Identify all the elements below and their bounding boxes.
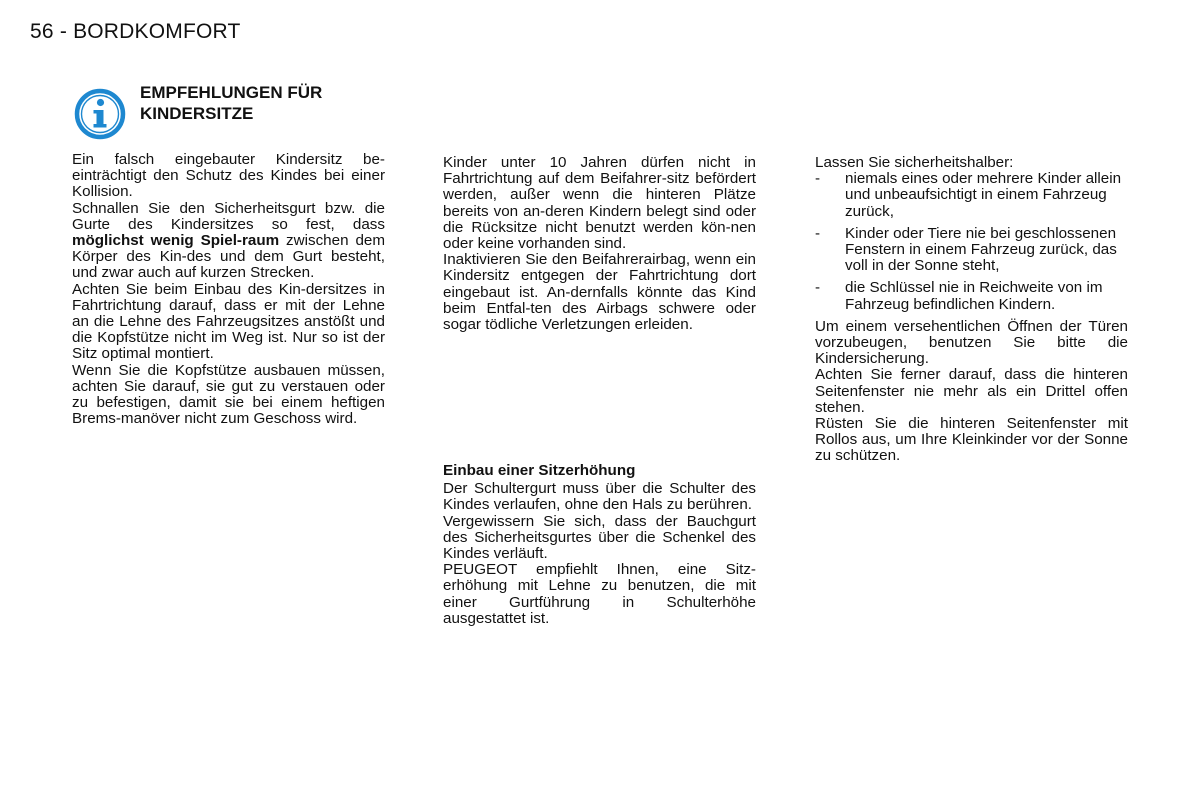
paragraph <box>72 201 385 282</box>
paragraph: Inaktivieren Sie den Beifahrerairbag, wenn ein Kindersitz entgegen der Fahrtrichtung dort eingebaut ist. An-dernfalls könnte das Kind beim Entfal-ten des Airbags schwere oder sogar tödliche Verletzungen erleiden. <box>443 251 756 334</box>
list-item-text: niemals eines oder mehrere Kinder allein und unbeaufsichtigt in einem Fahrzeug zurück, <box>845 170 1122 220</box>
dash-marker: - <box>815 224 821 242</box>
column-1 <box>72 152 385 427</box>
header-separator: - <box>59 20 68 43</box>
list-item <box>815 226 1128 275</box>
subheading: Einbau einer Sitzerhöhung <box>443 462 636 479</box>
list-item <box>815 171 1128 220</box>
paragraph: PEUGEOT empfiehlt Ihnen, eine Sitz-erhöhung mit Lehne zu benutzen, die mit einer Gurtführung in Schulterhöhe ausgestattet ist. <box>443 561 756 627</box>
list-item-text: Kinder oder Tiere nie bei geschlossenen Fenstern in einem Fahrzeug zurück, das voll in der Sonne steht, <box>845 224 1117 275</box>
column-2 <box>443 155 756 333</box>
section-title-line2: KINDERSITZE <box>140 104 254 123</box>
emphasis-text: möglichst wenig Spiel-raum <box>72 232 280 250</box>
paragraph: Achten Sie ferner darauf, dass die hinteren Seitenfenster nie mehr als ein Drittel offen stehen. <box>815 366 1128 416</box>
page-number: 56 <box>30 20 54 43</box>
dash-marker: - <box>815 170 821 188</box>
dash-marker: - <box>815 279 821 297</box>
paragraph: Achten Sie beim Einbau des Kin-dersitzes in Fahrtrichtung darauf, dass er mit der Lehne an die Lehne des Fahrzeugsitzes anstößt und die Kopfstütze nicht im Weg ist. Nur so ist der Sitz optimal montiert. <box>72 280 385 363</box>
paragraph: Rüsten Sie die hinteren Seitenfenster mit Rollos aus, um Ihre Kleinkinder vor der Sonne zu schützen. <box>815 415 1128 465</box>
paragraph: Ein falsch eingebauter Kindersitz be-einträchtigt den Schutz des Kindes bei einer Kollision. <box>72 151 385 201</box>
paragraph: Um einem versehentlichen Öffnen der Türen vorzubeugen, benutzen Sie bitte die Kindersicherung. <box>815 317 1128 368</box>
paragraph: Der Schultergurt muss über die Schulter des Kindes verlaufen, ohne den Hals zu berühren. <box>443 480 756 514</box>
section-name: BORDKOMFORT <box>73 20 241 43</box>
list-item-text: die Schlüssel nie in Reichweite von im Fahrzeug befindlichen Kindern. <box>845 279 1103 313</box>
list-intro: Lassen Sie sicherheitshalber: <box>815 154 1014 171</box>
info-icon <box>74 88 126 140</box>
page-header <box>30 20 241 44</box>
paragraph: Wenn Sie die Kopfstütze ausbauen müssen, achten Sie darauf, sie gut zu verstauen oder zu befestigen, damit sie bei einem heftigen Brems-manöver nicht zum Geschoss wird. <box>72 361 385 428</box>
paragraph-text: zwischen dem Körper des Kin-des und dem Gurt besteht, und zwar auch auf kurzen Strecken. <box>72 232 386 282</box>
column-3 <box>815 155 1128 465</box>
paragraph: Vergewissern Sie sich, dass der Bauchgurt des Sicherheitsgurtes über die Schenkel des Kindes verläuft. <box>443 512 756 563</box>
dash-list <box>815 171 1128 313</box>
paragraph-text: Schnallen Sie den Sicherheitsgurt bzw. die Gurte des Kindersitzes so fest, dass <box>72 199 385 233</box>
column-2-subsection <box>443 463 756 627</box>
list-item <box>815 280 1128 312</box>
section-title <box>140 82 322 124</box>
paragraph: Kinder unter 10 Jahren dürfen nicht in Fahrtrichtung auf dem Beifahrer-sitz befördert werden, außer wenn die hinteren Plätze bereits von an-deren Kindern belegt sind oder die Rücksitze nicht benutzt werden kön-nen oder keine vorhanden sind. <box>443 154 756 253</box>
section-title-line1: EMPFEHLUNGEN FÜR <box>140 83 323 102</box>
